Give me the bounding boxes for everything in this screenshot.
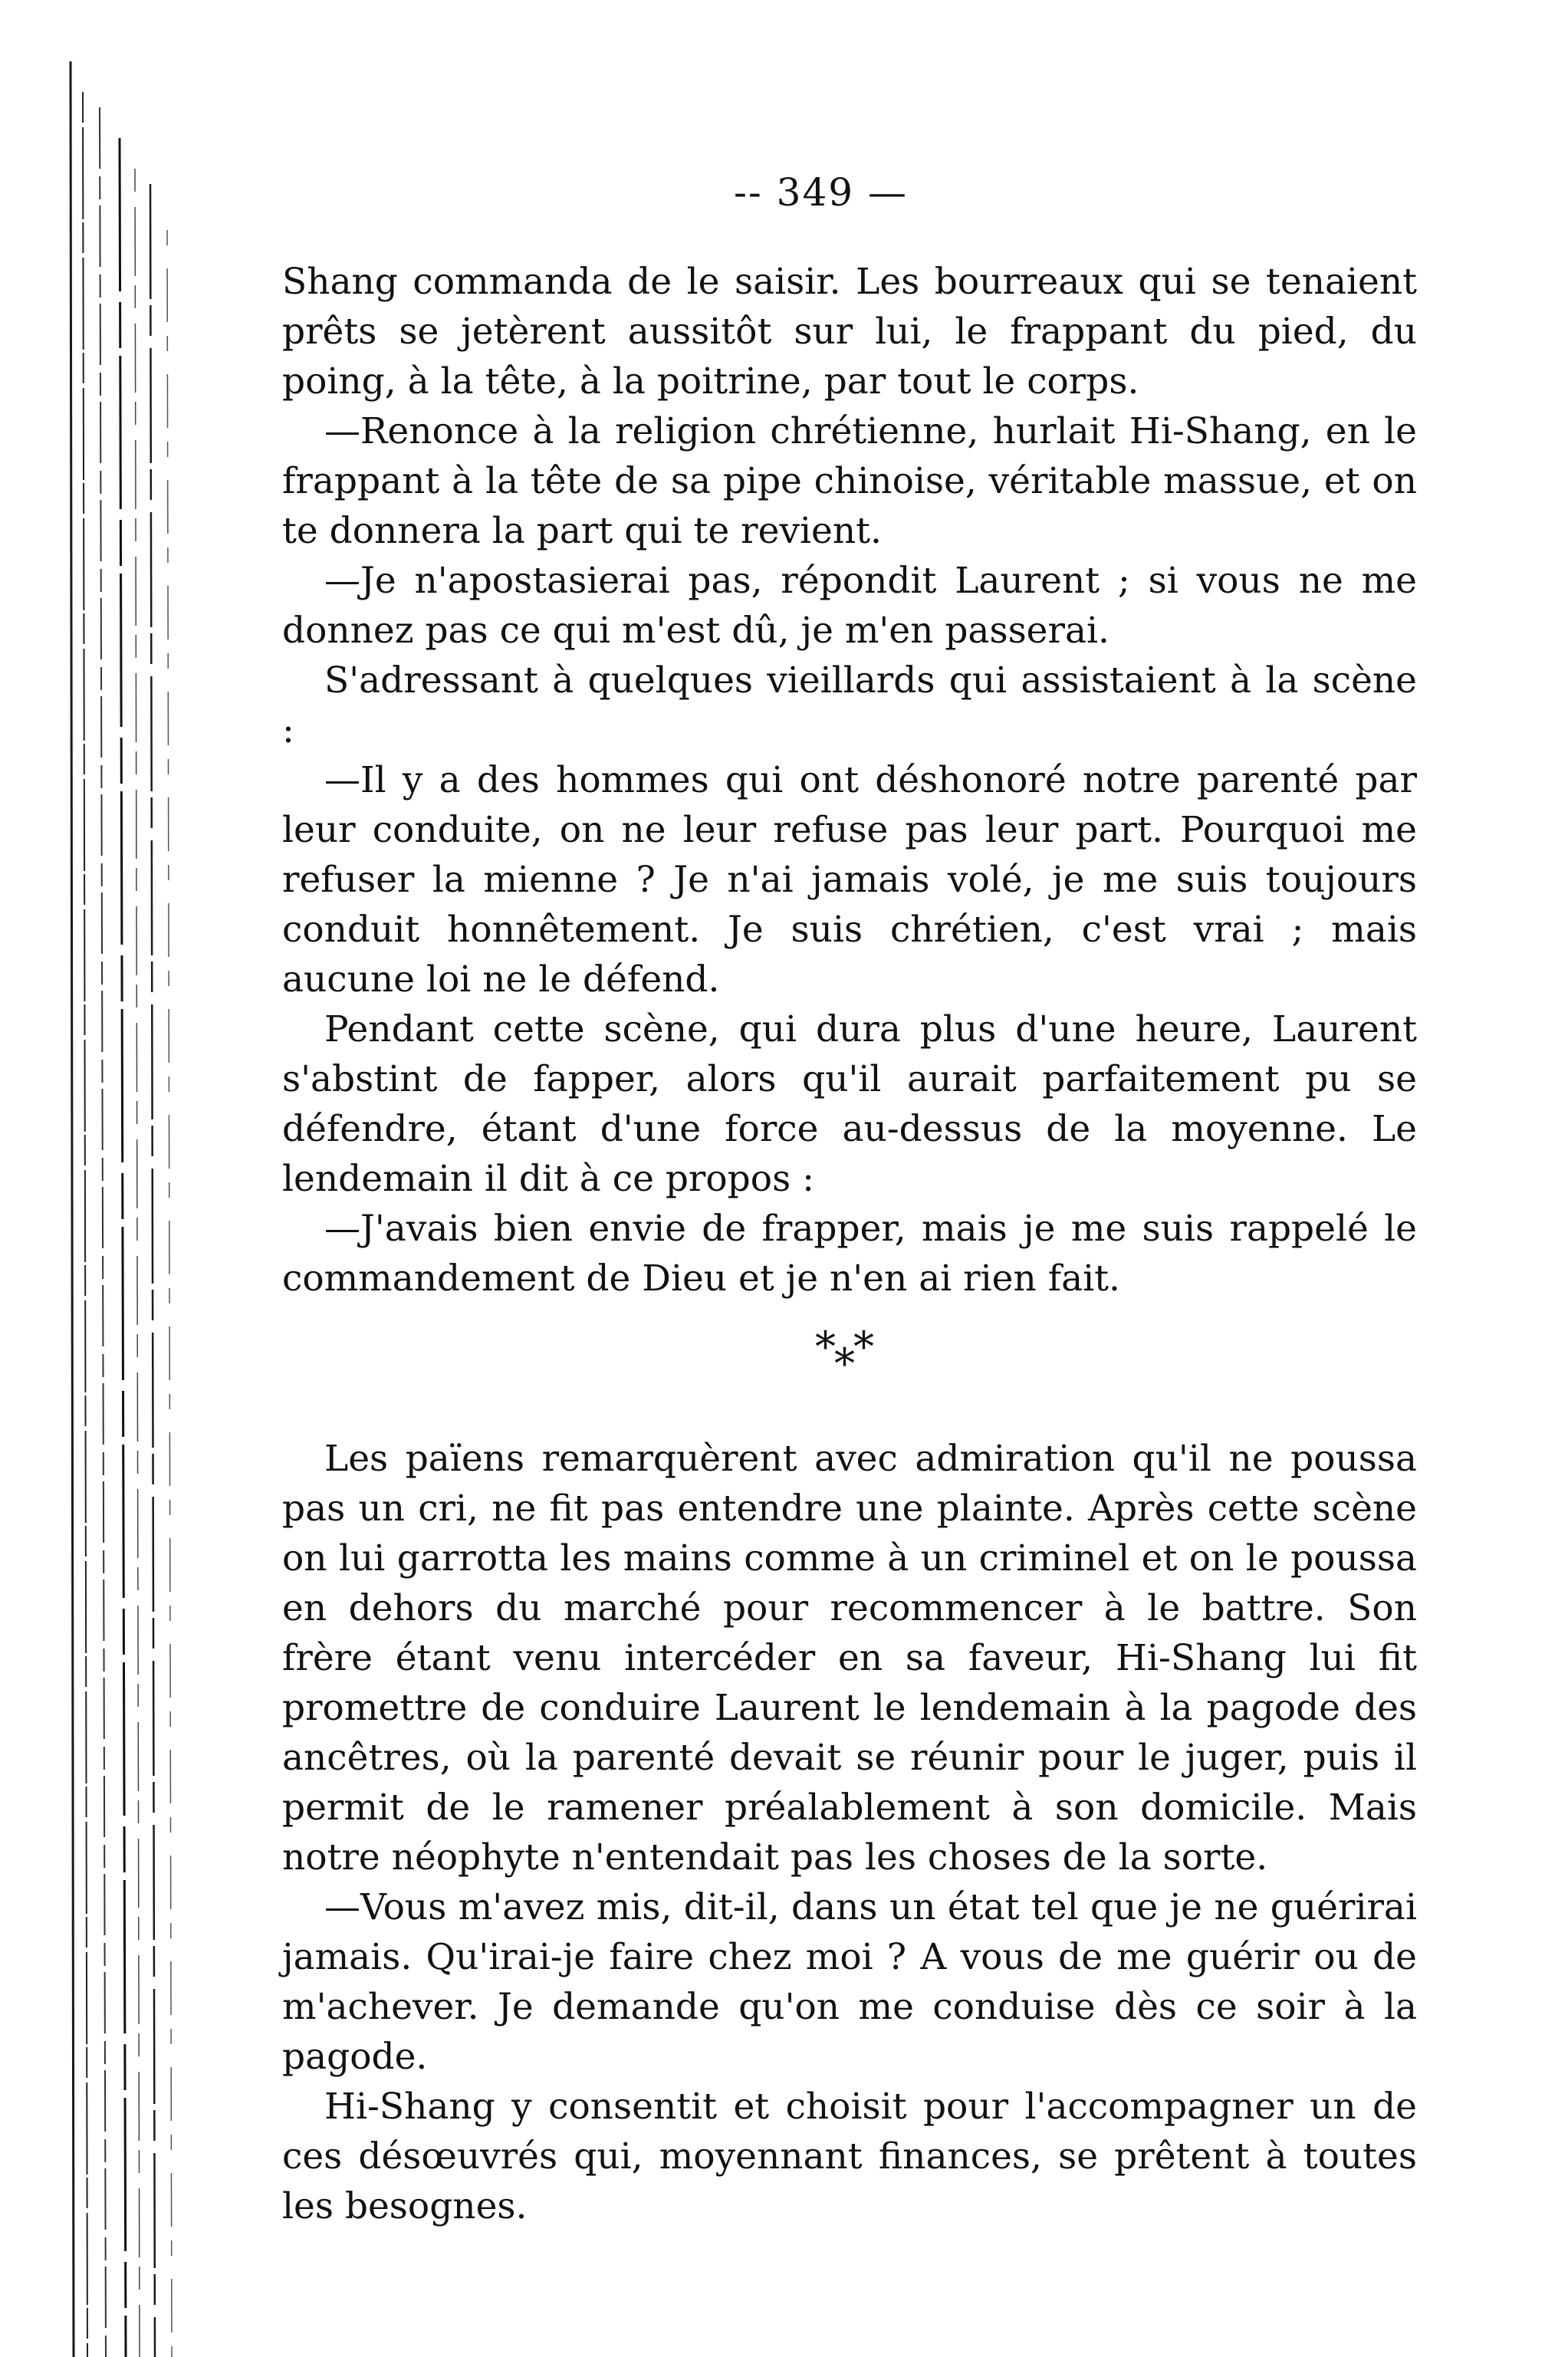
body-text [282,257,1417,2231]
paragraph: —Renonce à la religion chrétienne, hurlait Hi-Shang, en le frappant à la tête de sa pipe chinoise, véritable massue, et on te donnera la part qui te revient. [282,410,1417,552]
page-number: -- 349 — [733,170,908,215]
paragraph: Shang commanda de le saisir. Les bourreaux qui se tenaient prêts se jetèrent aussitôt sur lui, le frappant du pied, du poing, à la tête, à la poitrine, par tout le corps. [282,261,1417,403]
separator-asterisk: * [834,1340,855,1388]
section-separator [282,1303,1417,1434]
page-binding-edge [60,61,190,2357]
paragraph: —Vous m'avez mis, dit-il, dans un état tel que je ne guérirai jamais. Qu'irai-je faire chez moi ? A vous de me guérir ou de m'achever. Je demande qu'on me conduise dès ce soir à la pagode. [282,1886,1417,2078]
paragraph: Hi-Shang y consentit et choisit pour l'accompagner un de ces désœuvrés qui, moyennant finances, se prêtent à toutes les besognes. [282,2086,1417,2227]
paragraph: S'adressant à quelques vieillards qui assistaient à la scène : [282,659,1417,751]
separator-asterisk: * [815,1323,836,1371]
separator-asterisk: * [853,1323,874,1371]
paragraph: Les païens remarquèrent avec admiration qu'il ne poussa pas un cri, ne fit pas entendre une plainte. Après cette scène on lui garrotta les mains comme à un criminel et on le poussa en dehors du marché pour recommencer à le battre. Son frère étant venu intercéder en sa faveur, Hi-Shang lui fit promettre de conduire Laurent le lendemain à la pagode des ancêtres, où la parenté devait se réunir pour le juger, puis il permit de le ramener préalablement à son domicile. Mais notre néophyte n'entendait pas les choses de la sorte. [282,1438,1417,1879]
paragraph: —J'avais bien envie de frapper, mais je me suis rappelé le commandement de Dieu et je n'en ai rien fait. [282,1208,1417,1300]
paragraph: Pendant cette scène, qui dura plus d'une heure, Laurent s'abstint de fapper, alors qu'il aurait parfaitement pu se défendre, étant d'une force au-dessus de la moyenne. Le lendemain il dit à ce propos : [282,1008,1417,1200]
paragraph: —Il y a des hommes qui ont déshonoré notre parenté par leur conduite, on ne leur refuse pas leur part. Pourquoi me refuser la mienne ? Je n'ai jamais volé, je me suis toujours conduit honnêtement. Je suis chrétien, c'est vrai ; mais aucune loi ne le défend. [282,759,1417,1001]
paragraph: —Je n'apostasierai pas, répondit Laurent ; si vous ne me donnez pas ce qui m'est dû, je m'en passerai. [282,560,1417,652]
